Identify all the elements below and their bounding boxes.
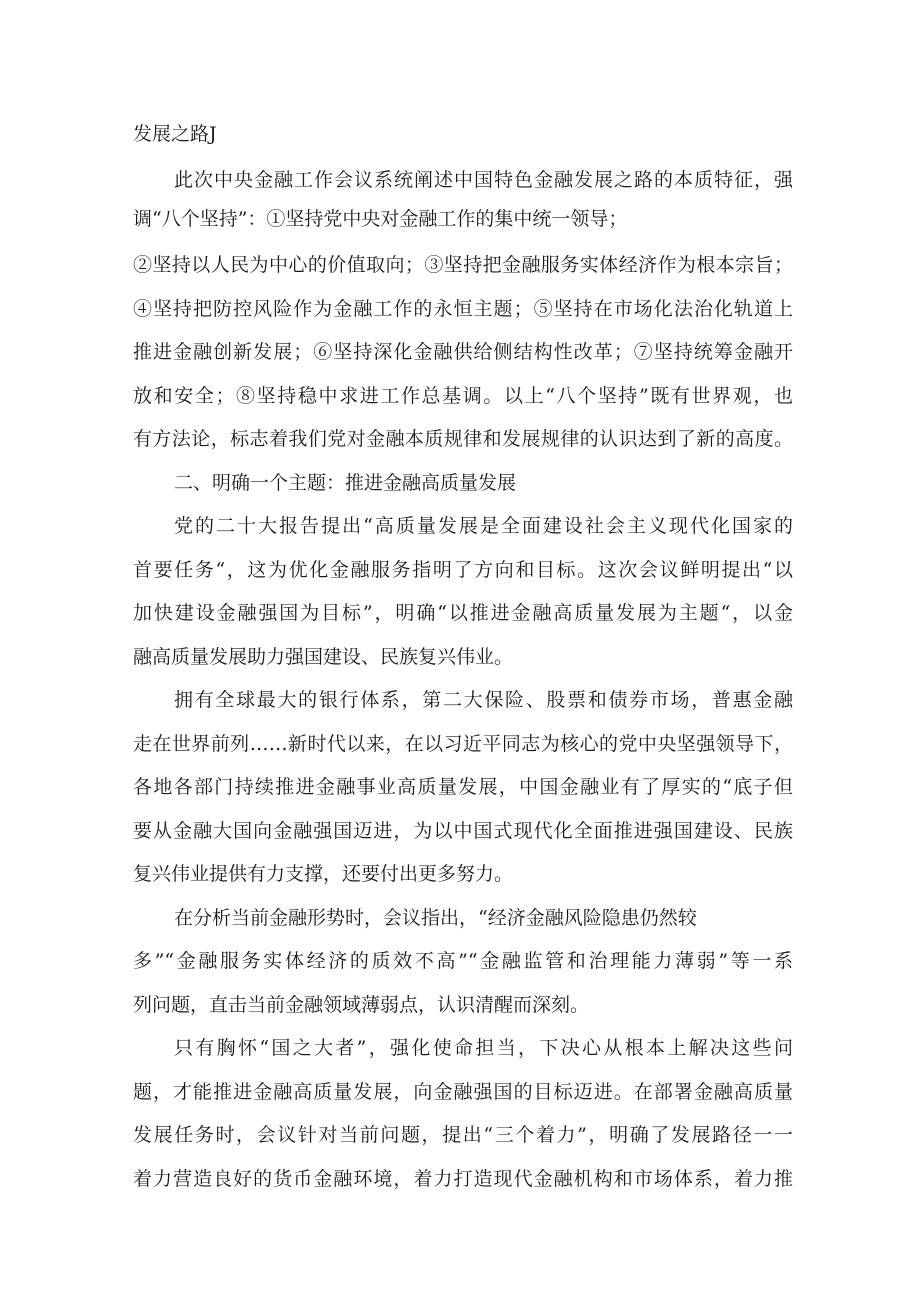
text-line: 要从金融大国向金融强国迈进，为以中国式现代化全面推进强国建设、民族 <box>133 820 793 842</box>
text-line: ④坚持把防控风险作为金融工作的永恒主题；⑤坚持在市场化法治化轨道上 <box>133 298 793 320</box>
paragraph-first-line: 在分析当前金融形势时，会议指出，“经济金融风险隐患仍然较 <box>174 907 697 929</box>
text-line: 列问题，直击当前金融领域薄弱点，认识清醒而深刻。 <box>133 994 590 1016</box>
paragraph-first-line: 只有胸怀“国之大者”，强化使命担当，下决心从根本上解决这些问 <box>174 1037 793 1059</box>
text-line: 各地各部门持续推进金融事业高质量发展，中国金融业有了厚实的“底子但 <box>133 776 793 798</box>
text-line: 发展任务时，会议针对当前问题，提出“三个着力”，明确了发展路径一一 <box>133 1124 793 1146</box>
text-line: 有方法论，标志着我们党对金融本质规律和发展规律的认识达到了新的高度。 <box>133 428 793 450</box>
text-line: ②坚持以人民为中心的价值取向；③坚持把金融服务实体经济作为根本宗旨； <box>133 254 793 276</box>
text-line: 融高质量发展助力强国建设、民族复兴伟业。 <box>133 646 514 668</box>
text-line: 加快建设金融强国为目标”，明确“以推进金融高质量发展为主题“，以金 <box>133 602 793 624</box>
text-line: 复兴伟业提供有力支撑，还要付出更多努力。 <box>133 863 514 885</box>
paragraph-first-line: 党的二十大报告提出“高质量发展是全面建设社会主义现代化国家的 <box>174 515 793 537</box>
text-line: 走在世界前列……新时代以来，在以习近平同志为核心的党中央坚强领导下， <box>133 733 793 755</box>
section-heading: 二、明确一个主题：推进金融高质量发展 <box>174 472 517 494</box>
text-line: 首要任务“，这为优化金融服务指明了方向和目标。这次会议鲜明提出“以 <box>133 559 793 581</box>
text-line: 着力营造良好的货币金融环境，着力打造现代金融机构和市场体系，着力推 <box>133 1168 793 1190</box>
text-line: 调“八个坚持”：①坚持党中央对金融工作的集中统一领导； <box>133 208 628 230</box>
text-line: 题，才能推进金融高质量发展，向金融强国的目标迈进。在部署金融高质量 <box>133 1081 793 1103</box>
text-line: 发展之路J <box>133 123 217 145</box>
text-line: 推进金融创新发展；⑥坚持深化金融供给侧结构性改革；⑦坚持统筹金融开 <box>133 341 793 363</box>
text-line: 放和安全；⑧坚持稳中求进工作总基调。以上“八个坚持”既有世界观，也 <box>133 385 793 407</box>
paragraph-first-line: 拥有全球最大的银行体系，第二大保险、股票和债券市场，普惠金融 <box>174 689 793 711</box>
paragraph-first-line: 此次中央金融工作会议系统阐述中国特色金融发展之路的本质特征，强 <box>174 169 793 191</box>
text-line: 多”“金融服务实体经济的质效不高”“金融监管和治理能力薄弱”等一系 <box>133 950 793 972</box>
